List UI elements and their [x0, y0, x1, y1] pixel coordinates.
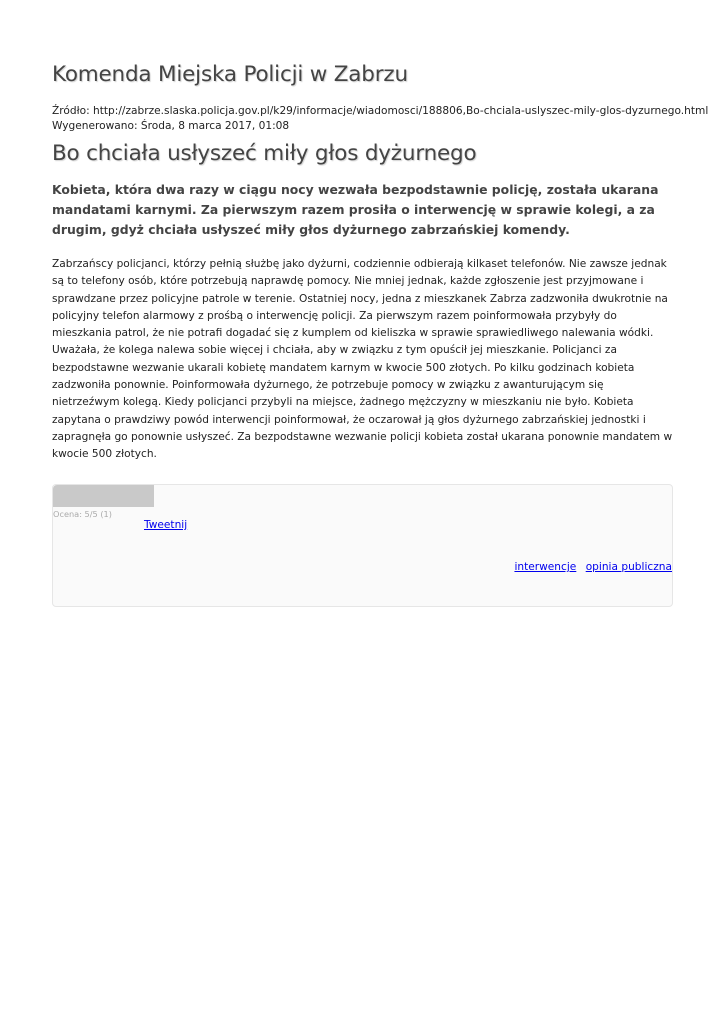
tag-list — [508, 561, 672, 573]
generated-line: Wygenerowano: Środa, 8 marca 2017, 01:08 — [52, 120, 290, 132]
article-title: Bo chciała usłyszeć miły głos dyżurnego — [52, 141, 477, 166]
article-footer-box — [52, 484, 673, 607]
rating-label: Ocena: 5/5 (1) — [53, 509, 112, 519]
tweet-link[interactable]: Tweetnij — [144, 519, 188, 531]
meta-info — [52, 104, 708, 134]
tag-link-opinia-publiczna[interactable]: opinia publiczna — [585, 561, 672, 573]
article-body: Zabrzańscy policjanci, którzy pełnią służbę jako dyżurni, codziennie odbierają kilkaset telefonów. Nie zawsze jednak są to telefony osób, które potrzebują naprawdę pomocy. Nie mniej jednak, każde zgłoszenie jest przyjmowane i sprawdzane przez policyjne patrole w terenie. Ostatniej nocy, jedna z mieszkanek Zabrza zadzwoniła dwukrotnie na policyjny telefon alarmowy z prośbą o interwencję policji. Za pierwszym razem poinformowała przybyły do mieszkania patrol, że nie potrafi dogadać się z kumplem od kieliszka w sprawie sprawiedliwego nalewania wódki. Uważała, że kolega nalewa sobie więcej i chciała, aby w związku z tym opuścił jej mieszkanie. Policjanci za bezpodstawne wezwanie ukarali kobietę mandatem karnym w kwocie 500 złotych. Po kilku godzinach kobieta zadzwoniła ponownie. Poinformowała dyżurnego, że potrzebuje pomocy w związku z awanturującym się nietrzeźwym kolegą. Kiedy policjanci przybyli na miejsce, żadnego mężczyzny w mieszkaniu nie było. Kobieta zapytana o prawdziwy powód interwencji poinformował, że oczarował ją głos dyżurnego zabrzańskiej jednostki i zapragnęła go ponownie usłyszeć. Za bezpodstawne wezwanie policji kobieta został ukarana ponownie mandatem w kwocie 500 złotych. — [52, 258, 673, 461]
source-line: Źródło: http://zabrze.slaska.policja.gov.pl/k29/informacje/wiadomosci/188806,Bo-chciala-uslyszec-mily-glos-dyzurnego.html — [52, 105, 709, 117]
rating-bar — [53, 485, 154, 507]
site-title: Komenda Miejska Policji w Zabrzu — [52, 62, 408, 87]
tag-link-interwencje[interactable]: interwencje — [514, 561, 577, 573]
article-lead: Kobieta, która dwa razy w ciągu nocy wezwała bezpodstawnie policję, została ukarana mandatami karnymi. Za pierwszym razem prosiła o interwencję w sprawie kolegi, a za drugim, gdyż chciała usłyszeć miły głos dyżurnego zabrzańskiej komendy. — [52, 182, 659, 237]
